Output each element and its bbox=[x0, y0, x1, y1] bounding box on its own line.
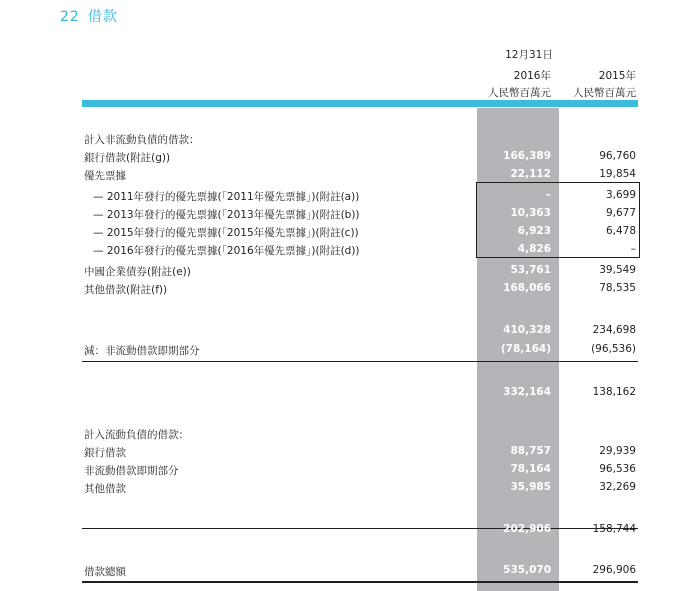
row-label: — 2011年發行的優先票據(「2011年優先票據」)(附註(a)) bbox=[93, 191, 360, 203]
header-date: 12月31日 bbox=[505, 49, 553, 61]
value-2016: 168,066 bbox=[503, 282, 551, 294]
row-label: 銀行借款(附註(g)) bbox=[84, 152, 171, 164]
value-2016: 78,164 bbox=[510, 463, 551, 475]
row-label: 中國企業債券(附註(e)) bbox=[84, 266, 191, 278]
subtotal-2015: 234,698 bbox=[592, 324, 636, 336]
row-label: 計入流動負債的借款： bbox=[84, 429, 189, 441]
header-accent-bar bbox=[82, 100, 638, 107]
value-2016: 166,389 bbox=[503, 150, 551, 162]
value-2015: 9,677 bbox=[605, 207, 636, 219]
subtotal-2015: 158,744 bbox=[592, 523, 636, 535]
subtotal-rule bbox=[82, 528, 638, 529]
value-2015: 29,939 bbox=[599, 445, 636, 457]
value-2016: 22,112 bbox=[510, 168, 551, 180]
row-label: 減：非流動借款即期部分 bbox=[84, 345, 200, 357]
total-2015: 296,906 bbox=[592, 564, 636, 576]
section-number: 22 bbox=[60, 9, 80, 25]
value-2015: 32,269 bbox=[599, 481, 636, 493]
section-title bbox=[60, 6, 118, 26]
row-label: 非流動借款即期部分 bbox=[84, 465, 179, 477]
row-label: — 2013年發行的優先票據(「2013年優先票據」)(附註(b)) bbox=[93, 209, 360, 221]
value-2016: 35,985 bbox=[510, 481, 551, 493]
header-unit-2015: 人民幣百萬元 bbox=[573, 87, 636, 99]
row-label: — 2015年發行的優先票據(「2015年優先票據」)(附註(c)) bbox=[93, 227, 359, 239]
row-label: 優先票據 bbox=[84, 170, 126, 182]
value-2015: – bbox=[630, 243, 636, 255]
value-2015: (96,536) bbox=[591, 343, 636, 355]
total-label: 借款總額 bbox=[84, 566, 126, 578]
value-2016: (78,164) bbox=[500, 343, 551, 355]
total-2016: 535,070 bbox=[503, 564, 551, 576]
subtotal-rule bbox=[82, 361, 638, 362]
row-label: — 2016年發行的優先票據(「2016年優先票據」)(附註(d)) bbox=[93, 245, 360, 257]
section-title-text: 借款 bbox=[87, 9, 118, 25]
value-2015: 19,854 bbox=[599, 168, 636, 180]
row-label: 計入非流動負債的借款： bbox=[84, 134, 200, 146]
value-2015: 96,536 bbox=[599, 463, 636, 475]
subtotal-2016: 332,164 bbox=[503, 386, 551, 398]
header-year-2015: 2015年 bbox=[598, 70, 636, 82]
value-2016: 10,363 bbox=[510, 207, 551, 219]
value-2015: 6,478 bbox=[605, 225, 636, 237]
value-2016: – bbox=[545, 189, 551, 201]
row-label: 其他借款 bbox=[84, 483, 126, 495]
header-year-2016: 2016年 bbox=[513, 70, 551, 82]
value-2016: 88,757 bbox=[510, 445, 551, 457]
value-2016: 53,761 bbox=[510, 264, 551, 276]
value-2015: 96,760 bbox=[599, 150, 636, 162]
value-2015: 78,535 bbox=[599, 282, 636, 294]
row-label: 其他借款(附註(f)) bbox=[84, 284, 168, 296]
row-label: 銀行借款 bbox=[84, 447, 126, 459]
subtotal-2016: 410,328 bbox=[503, 324, 551, 336]
value-2016: 4,826 bbox=[517, 243, 551, 255]
total-rule bbox=[82, 581, 638, 583]
header-unit-2016: 人民幣百萬元 bbox=[488, 87, 551, 99]
value-2016: 6,923 bbox=[517, 225, 551, 237]
subtotal-2016: 202,906 bbox=[503, 523, 551, 535]
value-2015: 3,699 bbox=[605, 189, 636, 201]
value-2015: 39,549 bbox=[599, 264, 636, 276]
subtotal-2015: 138,162 bbox=[592, 386, 636, 398]
